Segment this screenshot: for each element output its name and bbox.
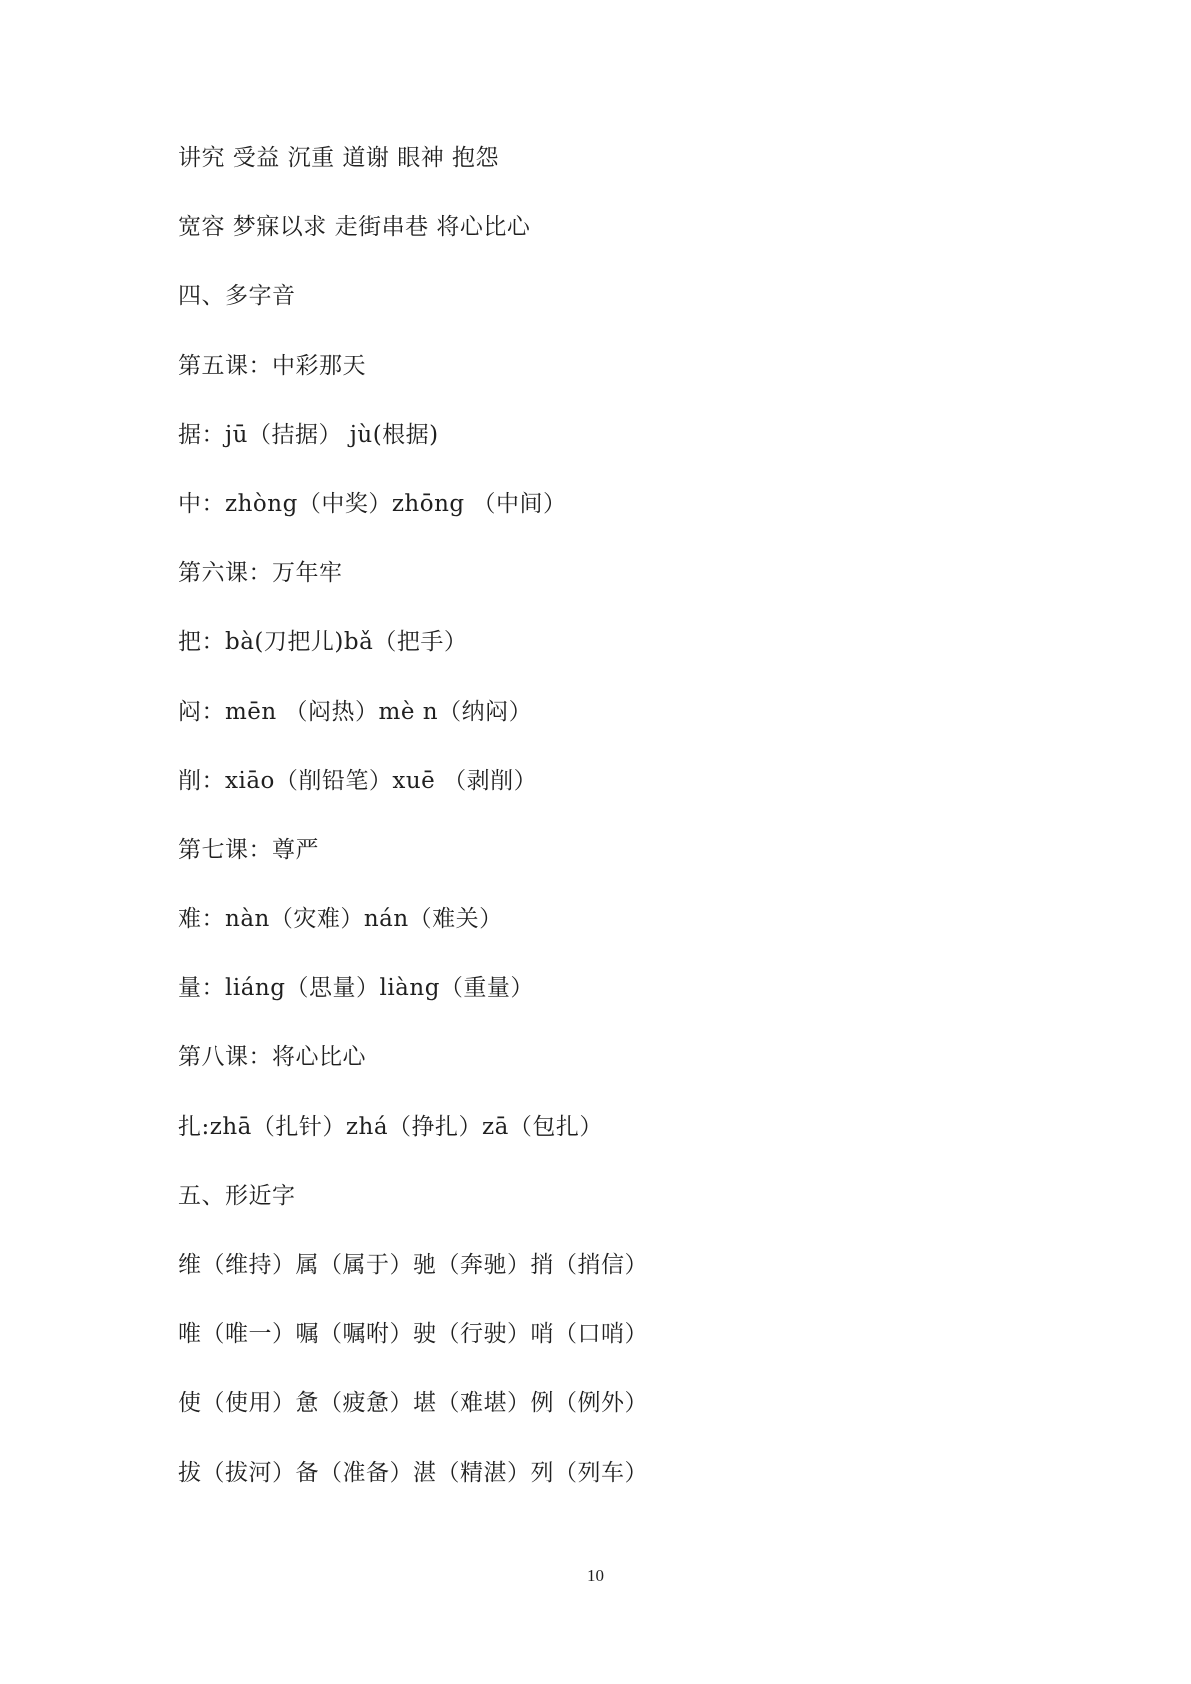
polyphonic-entry: 把：bà(刀把儿)bǎ（把手） [178,629,468,656]
lesson-heading-6: 第六课：万年牢 [178,560,343,587]
polyphonic-entry: 削：xiāo（削铅笔）xuē （剥削） [178,767,538,794]
polyphonic-entry: 闷：mēn （闷热）mè n（纳闷） [178,698,533,725]
page-number: 10 [587,1566,604,1585]
similar-chars-line: 维（维持）属（属于）驰（奔驰）捎（捎信） [178,1252,648,1278]
lesson-heading-5: 第五课：中彩那天 [178,352,366,379]
section-heading-similar-chars: 五、形近字 [178,1182,296,1209]
polyphonic-entry: 量：liáng（思量）liàng（重量） [178,975,534,1002]
lesson-heading-8: 第八课：将心比心 [178,1044,366,1071]
page-content [178,136,1078,1520]
lesson-heading-7: 第七课：尊严 [178,836,319,863]
polyphonic-entry: 中：zhòng（中奖）zhōng （中间） [178,490,567,517]
similar-chars-line: 使（使用）惫（疲惫）堪（难堪）例（例外） [178,1390,648,1417]
vocab-line-2: 宽容 梦寐以求 走街串巷 将心比心 [178,214,531,241]
section-heading-polyphonic: 四、多字音 [178,283,296,310]
polyphonic-entry: 难：nàn（灾难）nán（难关） [178,906,503,933]
similar-chars-line: 唯（唯一）嘱（嘱咐）驶（行驶）哨（口哨） [178,1321,648,1348]
vocab-line-1: 讲究 受益 沉重 道谢 眼神 抱怨 [178,145,500,171]
similar-chars-line: 拔（拔河）备（准备）湛（精湛）列（列车） [178,1459,648,1486]
polyphonic-entry: 据：jū（拮据） jù(根据) [178,421,439,448]
polyphonic-entry: 扎:zhā（扎针）zhá（挣扎）zā（包扎） [178,1113,603,1140]
